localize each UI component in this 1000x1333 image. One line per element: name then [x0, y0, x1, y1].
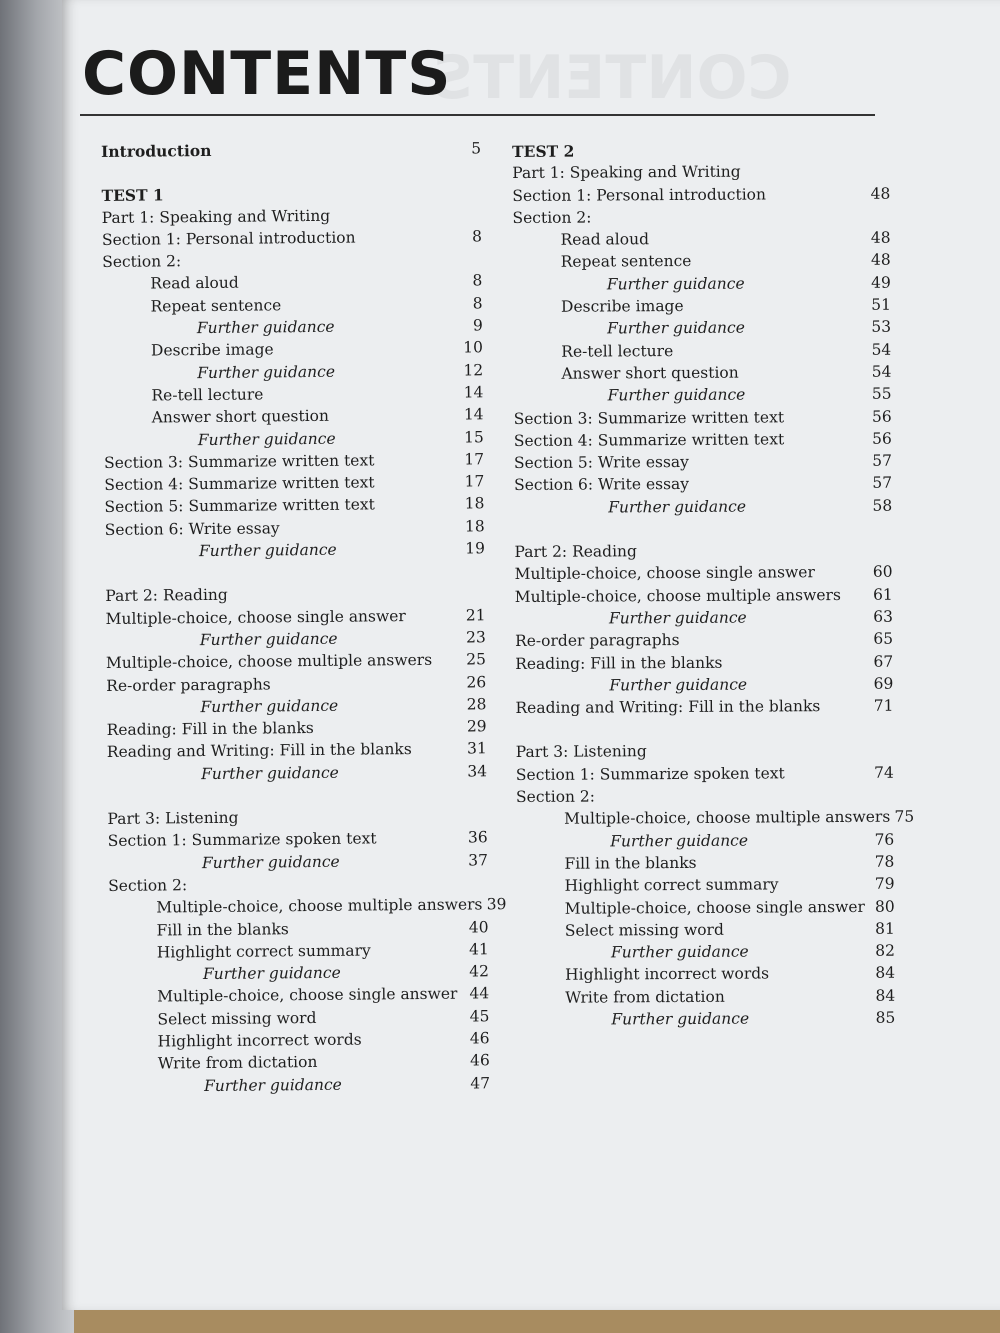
toc-entry-title: Read aloud	[150, 274, 239, 294]
toc-entry-title: Fill in the blanks	[156, 919, 289, 940]
toc-entry-title: Further guidance	[200, 763, 339, 783]
toc-entry-title: Repeat sentence	[560, 252, 692, 272]
toc-entry-title: Further guidance	[199, 629, 338, 650]
toc-entry-title: Part 1: Speaking and Writing	[512, 162, 741, 183]
toc-entry-title: Re-order paragraphs	[514, 631, 680, 651]
toc-entry-title: Further guidance	[196, 317, 335, 338]
toc-entry-page: 28	[466, 695, 487, 714]
toc-entry-title: Further guidance	[606, 274, 745, 294]
toc-entry-title: Write from dictation	[157, 1053, 318, 1073]
toc-entry-page: 48	[870, 251, 891, 270]
toc-entry-title: Further guidance	[607, 318, 745, 338]
toc-entry	[517, 897, 895, 922]
toc-entry	[516, 763, 894, 788]
toc-entry	[512, 184, 890, 209]
toc-entry-title: Multiple-choice, choose multiple answers	[514, 585, 841, 606]
toc-entry	[513, 229, 891, 254]
toc-entry-title: Part 2: Reading	[514, 542, 637, 562]
toc-entry	[513, 385, 891, 410]
toc-entry	[516, 786, 894, 811]
toc-entry-page: 34	[467, 762, 488, 781]
toc-entry-page: 54	[871, 340, 892, 359]
toc-entry-title: Part 3: Listening	[107, 808, 239, 828]
toc-entry-page: 17	[464, 472, 485, 491]
toc-entry-page: 84	[875, 986, 896, 1005]
toc-entry	[517, 919, 895, 944]
toc-entry	[515, 563, 893, 588]
toc-entry-page: 37	[468, 850, 488, 870]
toc-entry-title: Highlight correct summary	[564, 875, 779, 895]
toc-entry-page: 12	[463, 361, 484, 380]
toc-entry-title: Reading: Fill in the blanks	[106, 719, 314, 740]
toc-entry	[514, 496, 892, 521]
toc-entry-page: 56	[871, 407, 892, 426]
toc-entry-title: Further guidance	[201, 852, 340, 872]
toc-entry-page: 65	[873, 629, 894, 649]
toc-entry-title: Reading and Writing: Fill in the blanks	[515, 697, 821, 718]
show-through-heading: CONTENTS	[430, 43, 792, 113]
toc-entry-title: Answer short question	[561, 363, 739, 383]
toc-entry-page: 55	[871, 384, 892, 404]
toc-entry	[516, 830, 894, 855]
toc-entry-page: 60	[872, 563, 893, 582]
toc-entry-page: 21	[465, 605, 486, 625]
toc-entry	[515, 585, 893, 610]
toc-entry-page: 75	[894, 807, 915, 826]
toc-entry	[517, 964, 895, 989]
toc-entry-page: 9	[472, 316, 483, 335]
toc-entry-title: Section 1: Summarize spoken text	[107, 829, 377, 851]
toc-entry-page: 71	[873, 696, 894, 715]
toc-entry-title: Section 3: Summarize written text	[513, 407, 785, 428]
toc-entry-title: Further guidance	[608, 497, 747, 517]
toc-entry-title: Section 2:	[515, 787, 596, 807]
toc-entry-title: Multiple-choice, choose single answer	[564, 897, 865, 918]
toc-entry	[516, 807, 915, 833]
toc-entry-page: 78	[874, 852, 895, 871]
toc-entry-page: 26	[466, 672, 487, 692]
toc-entry-page: 51	[871, 295, 892, 314]
toc-entry-title: Re-order paragraphs	[106, 674, 271, 695]
toc-entry-title: Re-tell lecture	[561, 341, 674, 361]
toc-entry-title: Select missing word	[564, 920, 724, 940]
toc-entry-page: 8	[471, 227, 483, 246]
toc-entry-page: 25	[466, 650, 487, 669]
toc-entry	[110, 1074, 490, 1100]
toc-entry	[513, 251, 891, 276]
toc-entry	[513, 340, 891, 365]
toc-entry	[516, 853, 894, 878]
toc-entry-page: 31	[467, 739, 487, 758]
toc-entry-page: 40	[468, 917, 489, 937]
toc-entry-title: Section 3: Summarize written text	[103, 451, 375, 472]
toc-entry-title: Part 3: Listening	[515, 742, 647, 762]
toc-entry-page: 47	[470, 1073, 491, 1093]
toc-entry-page: 85	[875, 1008, 896, 1027]
toc-entry-title: Re-tell lecture	[151, 385, 264, 405]
toc-entry-page: 53	[871, 318, 892, 337]
toc-entry-title: Section 5: Summarize written text	[104, 495, 375, 517]
toc-entry-title: Section 2:	[108, 876, 188, 895]
toc-entry-title: Highlight correct summary	[156, 941, 371, 962]
toc-entry-title: Further guidance	[610, 942, 749, 962]
toc-entry-page: 67	[873, 652, 894, 671]
toc-entry-title: Section 1: Personal introduction	[512, 185, 767, 205]
toc-entry	[105, 539, 485, 565]
toc-entry-title: Further guidance	[198, 540, 337, 561]
toc-entry	[513, 363, 891, 388]
toc-entry-page: 18	[464, 517, 485, 536]
toc-entry	[517, 942, 895, 967]
toc-entry-title: Select missing word	[157, 1008, 317, 1029]
toc-entry	[515, 608, 893, 633]
toc-entry	[512, 207, 890, 232]
toc-entry	[514, 541, 892, 566]
toc-entry-title: Answer short question	[151, 407, 330, 427]
toc-entry-title: Further guidance	[607, 385, 746, 405]
toc-entry-page: 17	[464, 450, 485, 469]
toc-entry-title: Further guidance	[197, 362, 336, 382]
toc-entry-title: Multiple-choice, choose single answer	[105, 606, 406, 628]
toc-entry	[512, 162, 890, 187]
toc-entry-page: 54	[871, 362, 892, 381]
toc-entry-page: 29	[466, 717, 487, 736]
toc-entry-page: 48	[870, 228, 891, 247]
toc-entry-title: TEST 1	[101, 185, 164, 206]
toc-entry-title: Further guidance	[608, 608, 747, 628]
toc-entry-title: Multiple-choice, choose multiple answers	[564, 808, 891, 829]
toc-entry-title: Highlight incorrect words	[157, 1030, 362, 1051]
toc-entry-page: 48	[870, 184, 891, 203]
toc-entry-title: Multiple-choice, choose single answer	[514, 563, 815, 584]
toc-entry-title: Part 2: Reading	[105, 586, 228, 606]
toc-entry-page: 49	[871, 273, 891, 292]
toc-entry-page: 18	[464, 494, 485, 513]
toc-entry	[107, 762, 487, 788]
title-rule	[80, 114, 875, 116]
toc-entry-title: Part 1: Speaking and Writing	[101, 206, 331, 227]
toc-entry-title: Further guidance	[197, 429, 336, 449]
toc-left-column	[101, 138, 507, 1099]
toc-entry-title: TEST 2	[512, 141, 575, 161]
toc-entry-page: 82	[875, 941, 896, 960]
toc-entry-title: Further guidance	[202, 963, 341, 984]
toc-entry-page: 41	[468, 940, 489, 959]
toc-entry-page: 42	[469, 962, 490, 981]
toc-entry-title: Section 5: Write essay	[513, 453, 689, 473]
toc-entry-page: 10	[463, 338, 484, 357]
toc-entry-page: 5	[471, 139, 482, 158]
toc-entry-page: 57	[872, 451, 893, 470]
toc-entry-page: 19	[465, 539, 486, 558]
toc-entry-page: 81	[875, 919, 895, 938]
toc-entry-title: Reading: Fill in the blanks	[515, 653, 723, 673]
toc-entry-title: Section 6: Write essay	[514, 475, 690, 495]
toc-entry	[515, 652, 893, 677]
toc-entry-page: 61	[872, 585, 893, 604]
toc-entry-title: Introduction	[101, 140, 212, 161]
toc-entry	[516, 875, 894, 900]
toc-entry-title: Section 1: Personal introduction	[101, 228, 356, 249]
toc-entry	[514, 407, 892, 432]
toc-entry-page: 15	[464, 427, 484, 447]
toc-entry-page: 36	[467, 828, 488, 847]
toc-entry	[514, 474, 892, 499]
toc-entry-page: 69	[873, 674, 894, 693]
toc-entry-title: Further guidance	[609, 675, 748, 695]
toc-entry-title: Reading and Writing: Fill in the blanks	[106, 740, 412, 762]
toc-entry-title: Further guidance	[200, 696, 339, 716]
toc-entry-page: 46	[470, 1051, 490, 1070]
toc-entry-title: Repeat sentence	[150, 296, 282, 316]
toc-entry-title: Describe image	[150, 340, 274, 360]
toc-entry-title: Describe image	[560, 297, 684, 316]
toc-entry-page: 76	[874, 830, 895, 849]
toc-entry-title: Further guidance	[610, 831, 749, 851]
toc-entry-page: 56	[872, 429, 892, 448]
toc-entry-title: Multiple-choice, choose multiple answers	[105, 651, 433, 673]
toc-entry-title: Further guidance	[203, 1075, 342, 1095]
toc-entry-title: Highlight incorrect words	[565, 964, 770, 985]
toc-entry	[515, 630, 893, 655]
toc-entry-page: 74	[874, 763, 894, 782]
toc-entry-page: 23	[465, 628, 486, 647]
toc-entry-page: 46	[469, 1029, 490, 1048]
toc-entry-page: 44	[469, 984, 490, 1003]
toc-entry	[514, 452, 892, 477]
toc-entry	[513, 296, 891, 321]
toc-entry-title: Section 2:	[512, 208, 592, 227]
toc-entry-page: 8	[472, 294, 483, 313]
toc-entry	[514, 430, 892, 455]
toc-entry-page: 39	[486, 895, 507, 914]
toc-entry-page: 45	[469, 1006, 490, 1026]
toc-entry-title: Section 1: Summarize spoken text	[515, 764, 785, 784]
page-title: CONTENTS	[82, 39, 452, 109]
toc-entry	[515, 697, 893, 722]
toc-entry-page: 58	[872, 496, 893, 515]
toc-entry-page: 84	[875, 964, 896, 983]
toc-entry	[513, 273, 891, 298]
toc-entry-title: Further guidance	[611, 1009, 750, 1029]
toc-entry-page: 8	[472, 271, 483, 290]
toc-entry-title: Fill in the blanks	[564, 853, 697, 873]
toc-entry	[101, 138, 481, 164]
toc-entry-title: Section 6: Write essay	[104, 519, 280, 539]
toc-entry	[513, 318, 891, 343]
toc-entry	[516, 741, 894, 766]
toc-entry	[512, 140, 890, 165]
toc-entry-page: 79	[874, 874, 895, 894]
toc-entry-title: Section 2:	[102, 252, 182, 272]
toc-right-column	[512, 140, 915, 1034]
toc-entry	[517, 986, 895, 1011]
toc-entry-title: Multiple-choice, choose multiple answers	[156, 895, 483, 917]
toc-entry-page: 63	[873, 607, 893, 626]
toc-entry	[515, 675, 893, 700]
toc-entry-title: Section 4: Summarize written text	[104, 473, 375, 495]
toc-entry-page: 14	[463, 405, 484, 424]
toc-entry-title: Read aloud	[560, 230, 650, 249]
toc-entry-title: Section 4: Summarize written text	[513, 430, 785, 450]
toc-entry-title: Write from dictation	[565, 987, 725, 1007]
toc-entry	[517, 1009, 895, 1034]
toc-entry-page: 57	[872, 474, 893, 493]
toc-entry-title: Multiple-choice, choose single answer	[157, 985, 458, 1006]
toc-entry-page: 14	[463, 383, 484, 402]
toc-entry-page: 80	[874, 897, 895, 916]
